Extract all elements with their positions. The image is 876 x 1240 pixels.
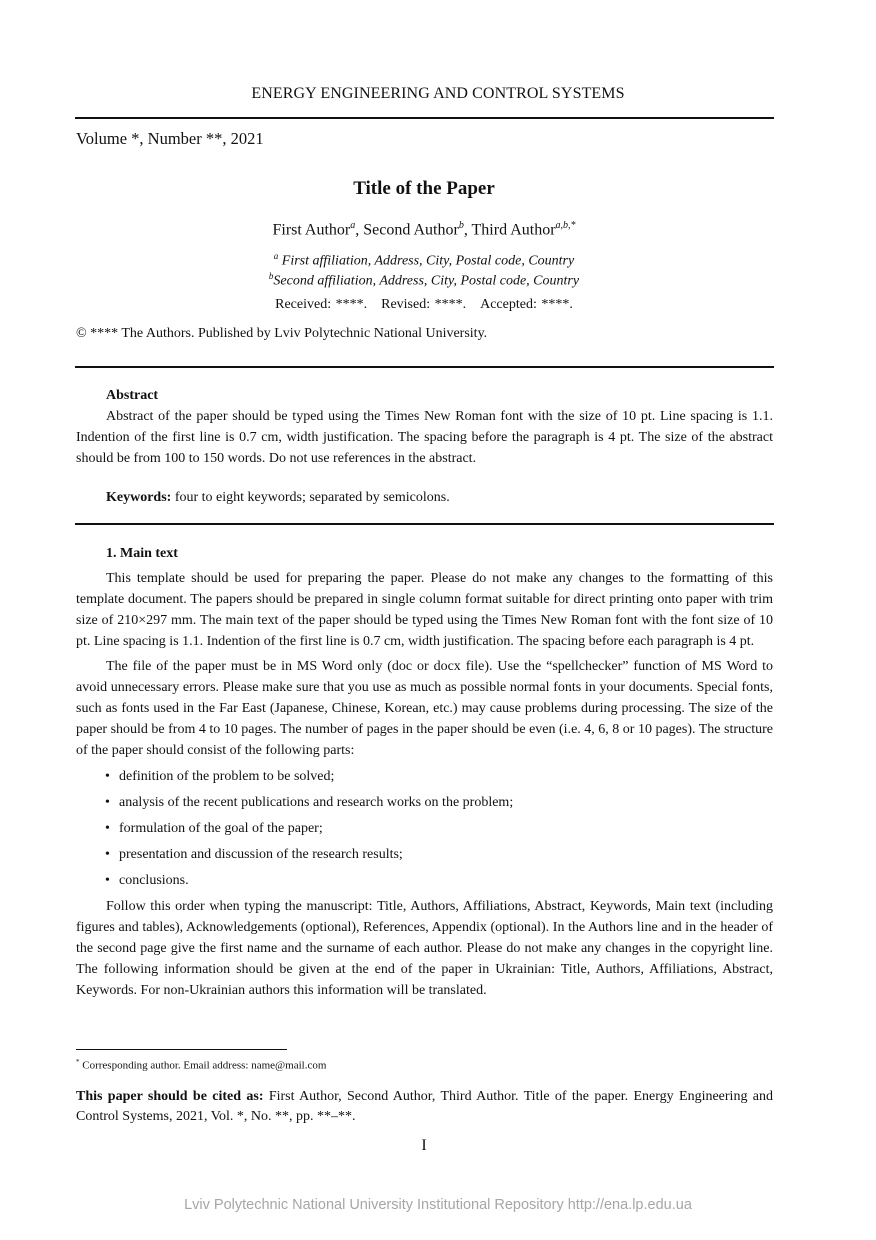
main-text-section [76,543,773,1001]
bullet-icon: • [105,821,110,836]
dates-line [0,297,848,313]
section-heading: 1. Main text [106,546,178,561]
affiliation-line [0,271,848,290]
affiliation-marker: a [273,251,279,261]
received-date: Received: ****. [275,297,368,312]
bullet-icon: • [105,847,110,862]
author-separator: , [355,221,364,239]
copyright-line: © **** The Authors. Published by Lviv Polytechnic National University. [76,326,488,341]
abstract-bottom-rule [75,523,774,525]
author-line [0,220,848,239]
author-affiliation-marker: a,b,* [555,220,576,231]
footnote-text: Corresponding author. Email address: name@mail.com [79,1059,327,1072]
footnote-marker: * [76,1058,80,1066]
citation-label: This paper should be cited as: [76,1089,264,1104]
abstract-heading: Abstract [106,388,159,403]
citation-text: First Author, Second Author, Third Author. Title of the paper. Energy Engineering and Control Systems, 2021, Vol. *, No. **, pp. **–**. [76,1089,773,1124]
repository-watermark: Lviv Polytechnic National University Institutional Repository http://ena.lp.edu.ua [184,1197,692,1213]
list-item-text: analysis of the recent publications and research works on the problem; [119,795,514,810]
bullet-icon: • [105,873,110,888]
author-name: Second Author [363,221,459,239]
header-rule [75,117,774,119]
citation-block [76,1087,773,1127]
affiliation-text: First affiliation, Address, City, Postal code, Country [281,253,575,269]
list-item-text: formulation of the goal of the paper; [119,821,323,836]
accepted-date: Accepted: ****. [480,297,573,312]
keywords-line [76,487,773,508]
keywords-label: Keywords: [106,490,172,505]
abstract-text: Abstract of the paper should be typed using the Times New Roman font with the size of 10 pt. Line spacing is 1.1. Indention of the first line is 0.7 cm, width justification. The spacing before the paragraph is 4 pt. The size of the abstract should be from 100 to 150 words. Do not use references in the abstract. [76,409,773,466]
parts-list [76,766,773,896]
keywords-text: four to eight keywords; separated by semicolons. [171,490,450,505]
abstract-top-rule [75,366,774,368]
list-item [76,818,773,844]
paper-title: Title of the Paper [353,178,495,199]
paragraph: Follow this order when typing the manuscript: Title, Authors, Affiliations, Abstract, Keywords, Main text (including figures and tables), Acknowledgements (optional), References, Appendix (optional). In the Authors line and in the header of the second page give the first name and the surname of each author. Please do not make any changes in the copyright line. The following information should be given at the end of the paper in Ukrainian: Title, Authors, Affiliations, Abstract, Keywords. For non-Ukrainian authors this information will be translated. [76,899,773,998]
footnote-rule [76,1049,287,1050]
list-item [76,870,773,896]
revised-date: Revised: ****. [381,297,467,312]
bullet-icon: • [105,795,110,810]
author-name: Third Author [471,221,556,239]
author-affiliation-marker: a [350,220,356,231]
list-item-text: conclusions. [119,873,189,888]
affiliation-marker: b [268,271,274,281]
page-number: I [421,1137,427,1154]
list-item [76,766,773,792]
bullet-icon: • [105,769,110,784]
paragraph: The file of the paper must be in MS Word only (doc or docx file). Use the “spellchecker” function of MS Word to avoid unnecessary errors. Please make sure that you use as much as possible normal fonts in your documents. Special fonts, such as fonts used in the Far East (Japanese, Chinese, Korean, etc.) may cause problems during processing. The size of the paper should be from 4 to 10 pages. The number of pages in the paper should be even (i.e. 4, 6, 8 or 10 pages). The structure of the paper should consist of the following parts: [76,659,773,758]
list-item-text: definition of the problem to be solved; [119,769,335,784]
affiliation-text: Second affiliation, Address, City, Postal code, Country [273,273,580,289]
list-item [76,844,773,870]
list-item [76,792,773,818]
author-separator: , [463,221,472,239]
author-affiliation-marker: b [458,220,464,231]
affiliation-line [0,251,848,270]
paragraph: This template should be used for preparing the paper. Please do not make any changes to the formatting of this template document. The papers should be prepared in single column format suitable for direct printing onto paper with trim size of 210×297 mm. The main text of the paper should be typed using the Times New Roman font with the font size of 10 pt. Line spacing is 1.1. Indention of the first line is 0.7 cm, width justification. The spacing before each paragraph is 4 pt. [76,571,773,649]
abstract-section [76,385,773,469]
footnote [76,1058,326,1072]
volume-line: Volume *, Number **, 2021 [76,129,264,148]
journal-title: ENERGY ENGINEERING AND CONTROL SYSTEMS [251,85,625,102]
list-item-text: presentation and discussion of the research results; [119,847,403,862]
author-name: First Author [272,221,351,239]
